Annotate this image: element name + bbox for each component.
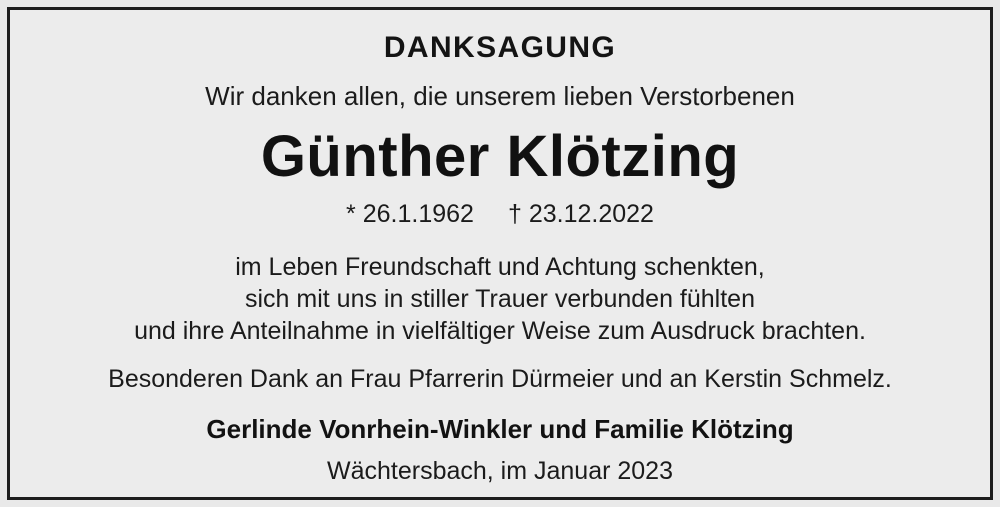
- birth-date: 26.1.1962: [362, 200, 474, 229]
- notice-body: [134, 251, 866, 347]
- body-line: im Leben Freundschaft und Achtung schenkten,: [235, 253, 765, 282]
- death-date-group: [508, 200, 654, 229]
- birth-star-icon: *: [346, 200, 356, 229]
- notice-frame: [7, 7, 993, 500]
- death-date: 23.12.2022: [528, 200, 654, 229]
- signature-line: Gerlinde Vonrhein-Winkler und Familie Klötzing: [206, 414, 794, 445]
- special-thanks-line: Besonderen Dank an Frau Pfarrerin Dürmeier und an Kerstin Schmelz.: [108, 365, 892, 394]
- body-line: sich mit uns in stiller Trauer verbunden fühlten: [245, 285, 755, 314]
- notice-headline: DANKSAGUNG: [383, 31, 617, 64]
- notice-intro-text: Wir danken allen, die unserem lieben Verstorbenen: [205, 80, 795, 111]
- deceased-name: Günther Klötzing: [260, 124, 740, 190]
- body-line: und ihre Anteilnahme in vielfältiger Weise zum Ausdruck brachten.: [134, 317, 866, 346]
- place-and-date: Wächtersbach, im Januar 2023: [326, 457, 673, 486]
- birth-date-group: [346, 200, 474, 229]
- cross-icon: †: [507, 200, 522, 229]
- life-dates: [346, 200, 654, 229]
